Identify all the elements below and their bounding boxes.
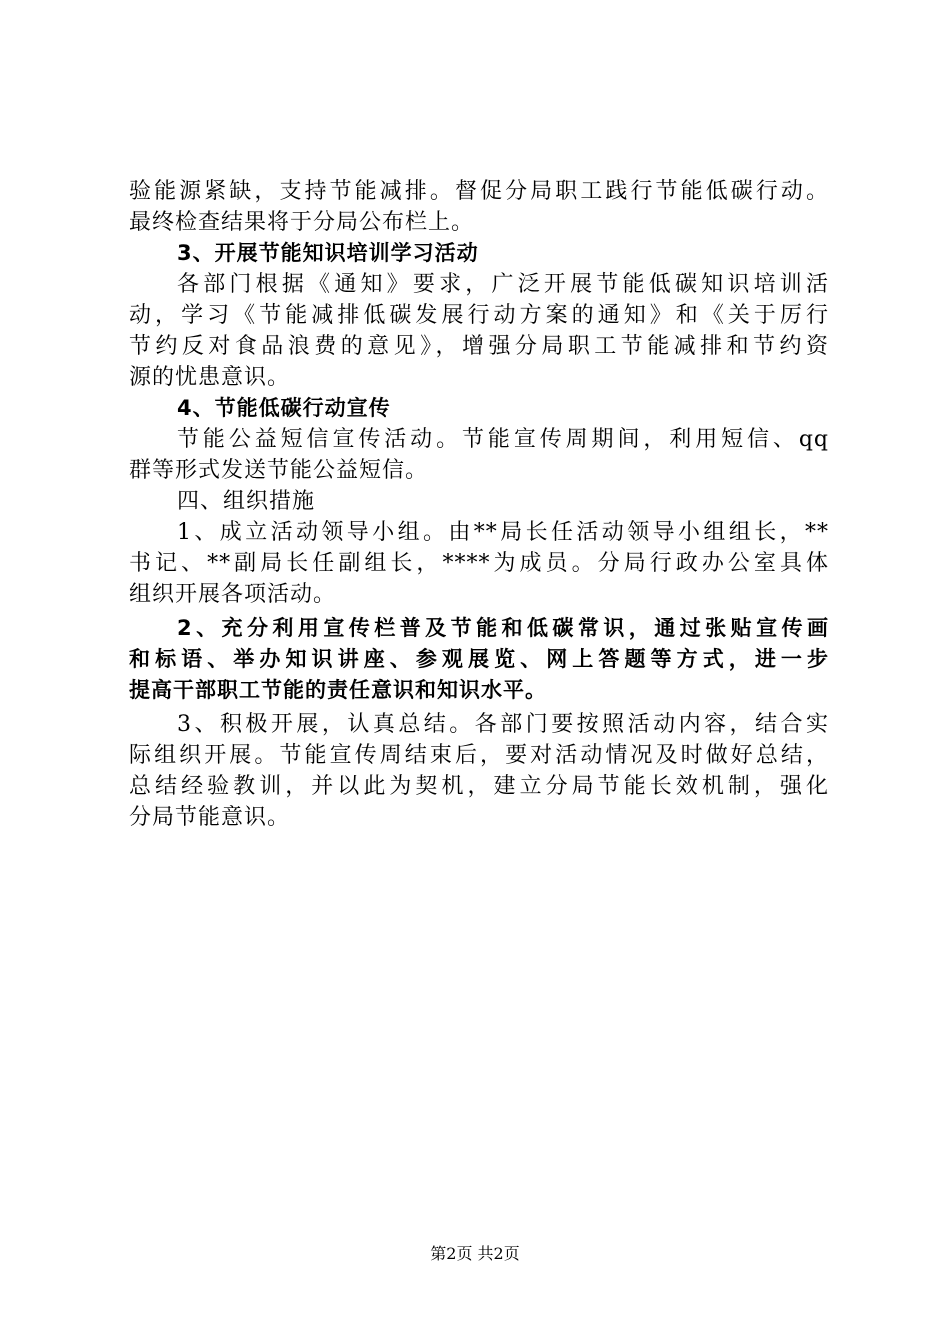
paragraph-line: 组织开展各项活动。 (129, 582, 337, 607)
page-number-footer: 第2页 共2页 (430, 1244, 520, 1263)
document-body (129, 176, 829, 833)
paragraph-line: 源的忧患意识。 (129, 365, 291, 390)
paragraph-line: 书记、**副局长任副组长，****为成员。分局行政办公室具体 (129, 551, 829, 576)
paragraph-line-bold: 2、充分利用宣传栏普及节能和低碳常识，通过张贴宣传画 (177, 616, 829, 640)
paragraph-line-bold: 提高干部职工节能的责任意识和知识水平。 (129, 678, 547, 702)
section-heading: 四、组织措施 (177, 489, 316, 514)
paragraph-line: 分局节能意识。 (129, 805, 291, 830)
paragraph-line: 最终检查结果将于分局公布栏上。 (129, 210, 475, 235)
paragraph-line: 动，学习《节能减排低碳发展行动方案的通知》和《关于厉行 (129, 303, 829, 328)
paragraph-line: 节约反对食品浪费的意见》，增强分局职工节能减排和节约资 (129, 334, 829, 359)
paragraph-line: 际组织开展。节能宣传周结束后，要对活动情况及时做好总结， (129, 743, 829, 768)
paragraph-line: 节能公益短信宣传活动。节能宣传周期间，利用短信、qq (177, 427, 829, 452)
section-heading: 4、节能低碳行动宣传 (177, 396, 391, 420)
paragraph-line: 各部门根据《通知》要求，广泛开展节能低碳知识培训活 (177, 272, 829, 297)
paragraph-line: 总结经验教训，并以此为契机，建立分局节能长效机制，强化 (129, 774, 829, 799)
paragraph-line-bold: 和标语、举办知识讲座、参观展览、网上答题等方式，进一步 (129, 647, 829, 671)
paragraph-line: 1、成立活动领导小组。由**局长任活动领导小组组长，** (177, 520, 829, 545)
paragraph-line: 3、积极开展，认真总结。各部门要按照活动内容，结合实 (177, 712, 829, 737)
section-heading: 3、开展节能知识培训学习活动 (177, 241, 479, 265)
paragraph-line: 群等形式发送节能公益短信。 (129, 458, 429, 483)
paragraph-line: 验能源紧缺，支持节能减排。督促分局职工践行节能低碳行动。 (129, 179, 829, 204)
